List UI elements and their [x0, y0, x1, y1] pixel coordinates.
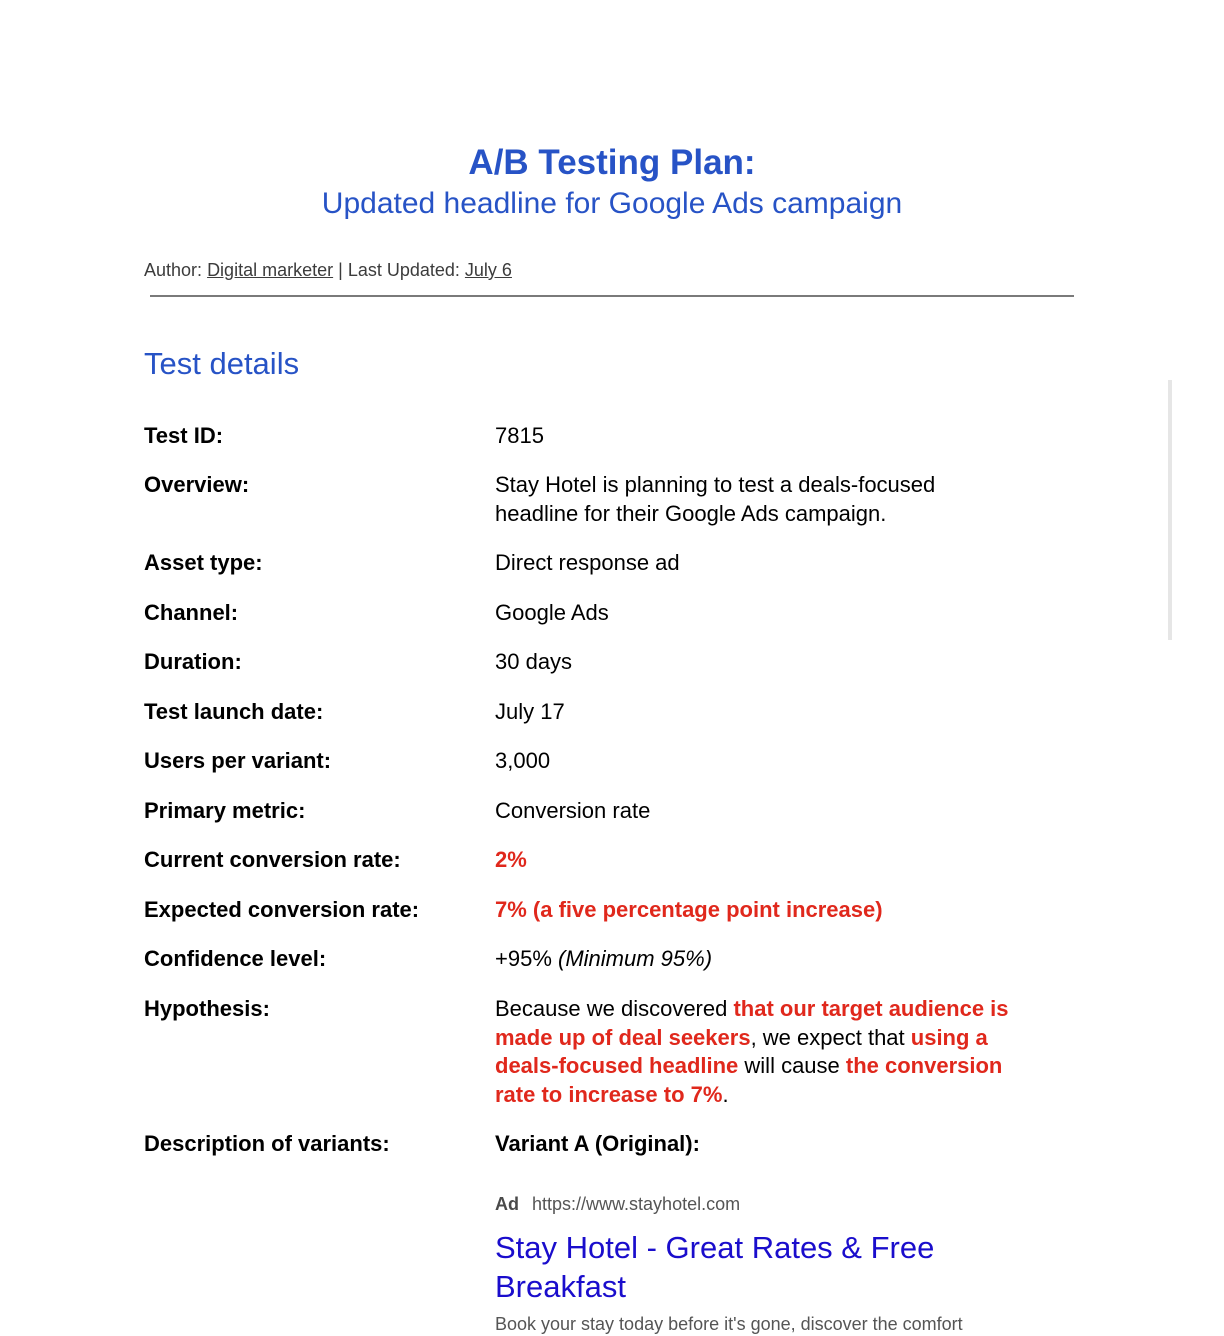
asset-type-label: Asset type: [144, 550, 263, 575]
users-per-variant-label: Users per variant: [144, 748, 332, 773]
variant-a-heading: Variant A (Original): [495, 1131, 700, 1156]
channel-label: Channel: [144, 600, 239, 625]
users-per-variant-value: 3,000 [495, 748, 551, 773]
header-divider [150, 295, 1074, 297]
variants-label: Description of variants: [144, 1131, 390, 1156]
hypothesis-label: Hypothesis: [144, 996, 270, 1021]
hypothesis-highlight-2: using a deals-focused headline [495, 1024, 988, 1078]
primary-metric-value: Conversion rate [495, 798, 651, 823]
meta-separator: | [338, 260, 343, 280]
launch-date-value: July 17 [495, 699, 565, 724]
current-rate-value: 2% [495, 847, 527, 872]
test-id-label: Test ID: [144, 423, 224, 448]
hypothesis-text-3: will cause [738, 1053, 846, 1078]
confidence-value-row [495, 945, 1055, 974]
hypothesis-text-2: , we expect that [750, 1024, 911, 1050]
expected-rate-value: 7% (a five percentage point increase) [495, 897, 883, 922]
updated-label: Last Updated: [347, 260, 460, 280]
ad-description [495, 1314, 1015, 1334]
channel-value: Google Ads [495, 600, 609, 625]
hypothesis-text-4: . [722, 1081, 729, 1107]
asset-type-value: Direct response ad [495, 550, 680, 575]
scrollbar[interactable] [1168, 380, 1172, 640]
document-meta [144, 258, 512, 282]
primary-metric-label: Primary metric: [144, 798, 306, 823]
test-id-value: 7815 [495, 423, 544, 448]
duration-value: 30 days [495, 649, 573, 674]
overview-value: Stay Hotel is planning to test a deals-focused headline for their Google Ads campaign. [495, 472, 936, 526]
ad-description-text: Book your stay today before it's gone, discover the comfort [495, 1314, 963, 1334]
ad-badge: Ad [495, 1194, 519, 1214]
launch-date-label: Test launch date: [144, 699, 324, 724]
page-subtitle: Updated headline for Google Ads campaign [321, 187, 903, 220]
current-rate-label: Current conversion rate: [144, 847, 401, 872]
confidence-label: Confidence level: [144, 946, 327, 971]
confidence-value: +95% [495, 946, 552, 971]
overview-label: Overview: [144, 472, 250, 497]
author-label: Author: [144, 260, 203, 280]
ad-tag-line [495, 1192, 740, 1216]
ad-url: https://www.stayhotel.com [532, 1194, 741, 1214]
hypothesis-highlight-3: the conversion rate to increase to 7% [495, 1053, 1003, 1107]
hypothesis-text-1: Because we discovered [495, 996, 734, 1021]
duration-label: Duration: [144, 649, 242, 674]
page-title: A/B Testing Plan: [468, 143, 756, 182]
expected-rate-label: Expected conversion rate: [144, 897, 420, 922]
updated-date-link[interactable]: July 6 [464, 260, 512, 280]
hypothesis-highlight-1: that our target audience is made up of deal seekers [495, 996, 1009, 1050]
author-link[interactable]: Digital marketer [207, 260, 334, 280]
hypothesis-value [495, 995, 1040, 1109]
confidence-note: (Minimum 95%) [558, 946, 713, 971]
section-heading: Test details [144, 346, 300, 381]
ad-headline-link[interactable]: Stay Hotel - Great Rates & Free Breakfast [495, 1230, 935, 1304]
